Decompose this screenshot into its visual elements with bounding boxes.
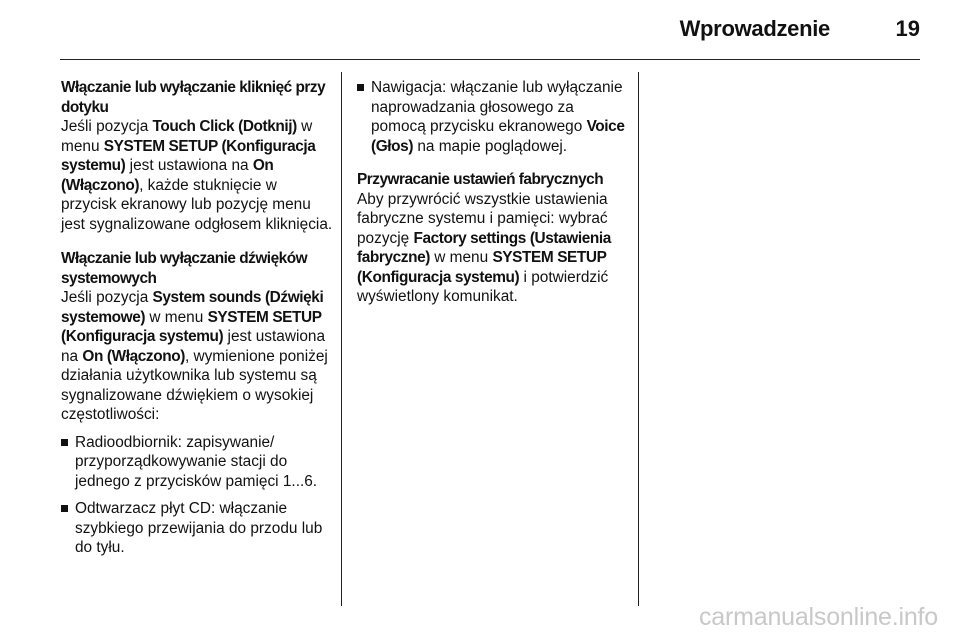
setting-value: On (Włączono) (82, 347, 185, 365)
section-title: Włączanie lub wyłączanie kliknięć przy dotyku (61, 79, 326, 116)
section-title: Włączanie lub wyłączanie dźwięków systemowych (61, 250, 308, 287)
column-left (61, 78, 333, 573)
menu-option-name: Factory settings (Ustawienia fabryczne) (357, 229, 611, 266)
column-divider-left (341, 72, 342, 606)
setting-value: On (Włączono) (61, 157, 274, 194)
button-name: Voice (Głos) (371, 118, 625, 155)
text-run: Aby przywrócić wszystkie ustawienia fabryczne systemu i pamięci: wybrać pozycję (357, 190, 608, 247)
text-run: jest ustawiona na (125, 157, 253, 174)
header-divider (60, 59, 920, 60)
text-run: w menu (429, 249, 493, 266)
section-system-sounds (61, 249, 333, 558)
list-item-text: Odtwarzacz płyt CD: włączanie szybkiego przewijania do przodu lub do tyłu. (75, 500, 323, 556)
section-touch-click (61, 78, 333, 234)
page-number: 19 (895, 16, 920, 41)
square-bullet-icon (357, 84, 364, 91)
menu-option-name: System sounds (Dźwięki systemowe) (61, 289, 324, 326)
text-run: Jeśli pozycja (61, 289, 153, 306)
menu-name: SYSTEM SETUP (Konfiguracja systemu) (357, 249, 607, 286)
text-run: Nawigacja: włączanie lub wyłączanie naprowadzania głosowego za pomocą przycisku ekranowego (371, 79, 623, 135)
text-run: , każde stuknięcie w przycisk ekranowy lub pozycję menu jest sygnalizowane odgłosem kliknięcia. (61, 176, 333, 233)
list-item (61, 433, 333, 492)
list-item-text: Radioodbiornik: zapisywanie/ przyporządkowywanie stacji do jednego z przycisków pamięci 1...6. (75, 433, 318, 490)
text-run: w menu (61, 118, 313, 155)
text-run: i potwierdzić wyświetlony komunikat. (357, 268, 609, 305)
column-middle (357, 78, 627, 322)
watermark: carmanualsonline.info (698, 603, 938, 631)
text-run: Jeśli pozycja (61, 118, 153, 135)
column-divider-right (638, 72, 639, 606)
list-item (61, 499, 333, 558)
menu-option-name: Touch Click (Dotknij) (152, 118, 297, 135)
section-paragraph (61, 288, 333, 425)
bullet-list (357, 78, 627, 156)
section-title: Przywracanie ustawień fabrycznych (357, 171, 604, 188)
section-paragraph (357, 190, 627, 307)
text-run: , wymienione poniżej działania użytkownika lub systemu są sygnalizowane dźwiękiem o wysokiej częstotliwości: (61, 347, 328, 423)
list-item (357, 78, 627, 156)
bullet-list (61, 433, 333, 558)
menu-name: SYSTEM SETUP (Konfiguracja systemu) (61, 137, 316, 174)
square-bullet-icon (61, 505, 68, 512)
text-run: na mapie poglądowej. (413, 137, 568, 155)
text-run: jest ustawiona na (61, 328, 326, 365)
text-run: w menu (145, 308, 208, 326)
section-paragraph (61, 117, 333, 234)
menu-name: SYSTEM SETUP (Konfiguracja systemu) (61, 308, 322, 345)
square-bullet-icon (61, 439, 68, 446)
section-factory-settings (357, 170, 627, 307)
page-title: Wprowadzenie (679, 16, 830, 41)
